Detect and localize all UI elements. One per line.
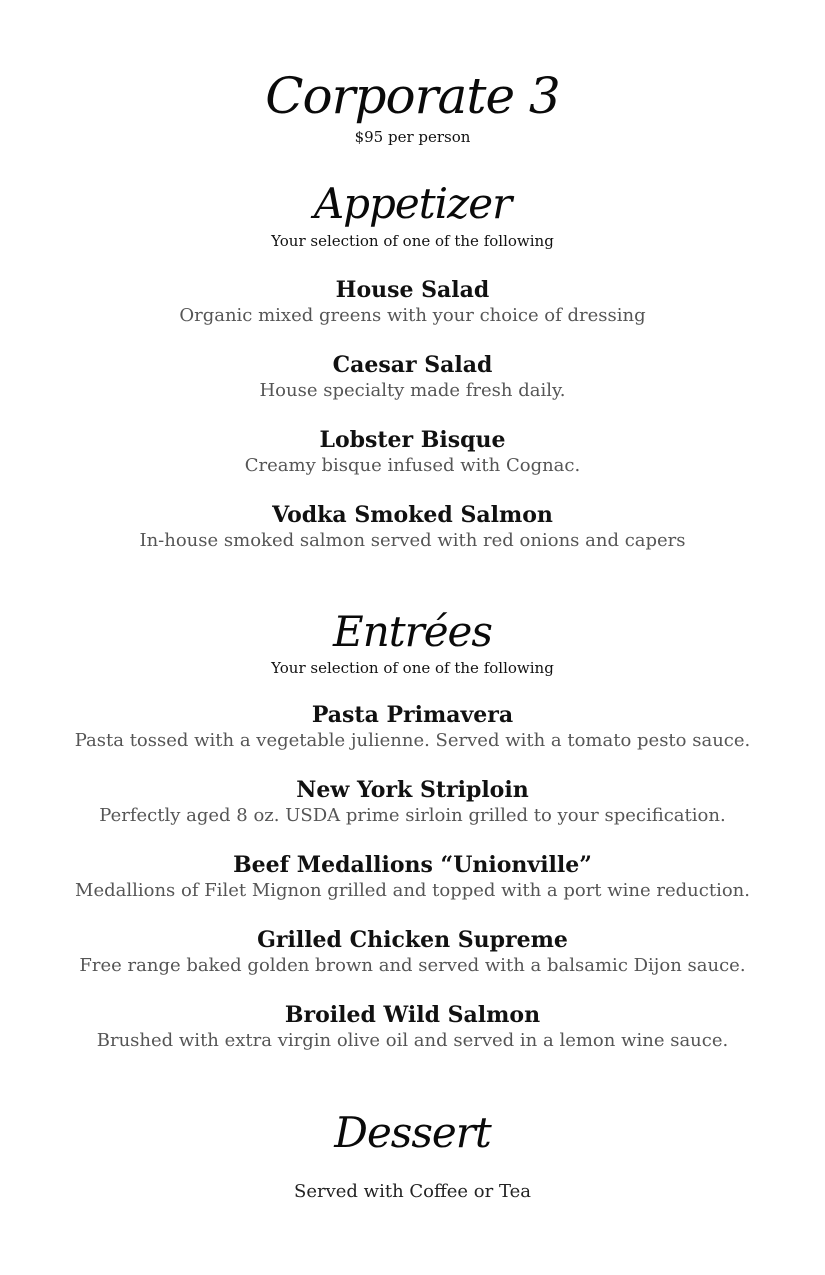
entree-item-name: Beef Medallions “Unionville” <box>233 852 592 878</box>
appetizer-item-desc: Creamy bisque infused with Cognac. <box>244 455 581 476</box>
dessert-note: Served with Coffee or Tea <box>294 1181 531 1202</box>
appetizer-item-name: Vodka Smoked Salmon <box>272 502 553 528</box>
entree-item-name: Grilled Chicken Supreme <box>257 927 568 953</box>
menu-price: $95 per person <box>354 128 471 146</box>
entrees-subtitle: Your selection of one of the following <box>271 659 554 677</box>
appetizer-item-name: Caesar Salad <box>332 352 493 378</box>
appetizer-item-desc: Organic mixed greens with your choice of dressing <box>179 305 646 326</box>
entree-item-desc: Free range baked golden brown and served with a balsamic Dijon sauce. <box>79 955 746 976</box>
appetizer-subtitle: Your selection of one of the following <box>271 232 554 250</box>
appetizer-item-name: House Salad <box>335 277 490 303</box>
entrees-heading: Entrées <box>333 607 492 656</box>
entree-item-name: Pasta Primavera <box>311 702 514 728</box>
menu-title: Corporate 3 <box>265 67 560 125</box>
appetizer-item-desc: In-house smoked salmon served with red onions and capers <box>139 530 686 551</box>
appetizer-item-name: Lobster Bisque <box>319 427 506 453</box>
appetizer-heading: Appetizer <box>313 179 512 228</box>
entree-item-desc: Pasta tossed with a vegetable julienne. Served with a tomato pesto sauce. <box>74 730 751 751</box>
appetizer-item-desc: House specialty made fresh daily. <box>259 380 566 401</box>
entree-item-name: New York Striploin <box>296 777 529 803</box>
entree-item-name: Broiled Wild Salmon <box>284 1002 541 1028</box>
entree-item-desc: Medallions of Filet Mignon grilled and topped with a port wine reduction. <box>75 880 750 901</box>
entree-item-desc: Perfectly aged 8 oz. USDA prime sirloin grilled to your specification. <box>99 805 726 826</box>
dessert-heading: Dessert <box>334 1108 491 1157</box>
entree-item-desc: Brushed with extra virgin olive oil and served in a lemon wine sauce. <box>96 1030 729 1051</box>
